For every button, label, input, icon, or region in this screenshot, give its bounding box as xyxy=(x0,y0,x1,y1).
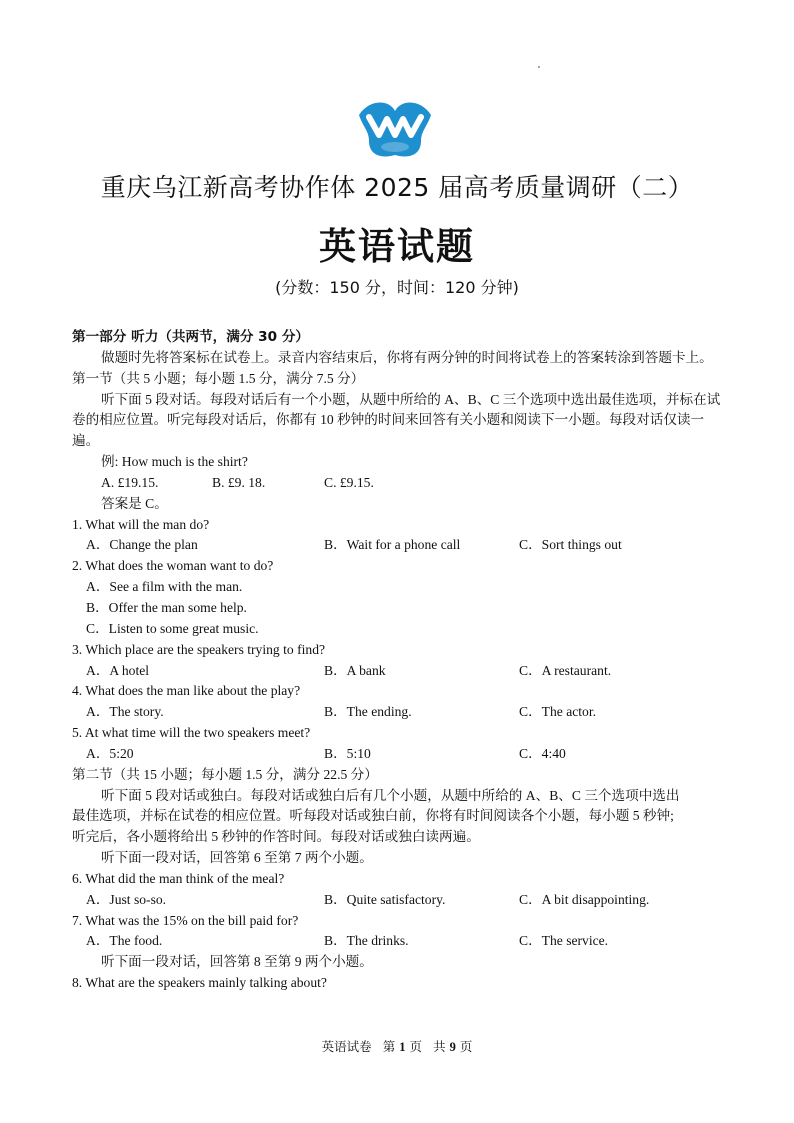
option-c: C．A bit disappointing. xyxy=(519,891,650,907)
option-c: C．A restaurant. xyxy=(519,662,612,678)
example-option-c: C. £9.15. xyxy=(324,474,374,490)
question-3-options xyxy=(72,661,722,682)
exam-content xyxy=(72,327,722,994)
option-b: B．5:10 xyxy=(324,745,371,761)
question-2: 2. What does the woman want to do? xyxy=(72,558,274,574)
option-c: C．The service. xyxy=(519,933,609,949)
section2-instructions-3: 听完后，各小题将给出 5 秒钟的作答时间。每段对话或独白读两遍。 xyxy=(72,829,480,845)
logo-icon xyxy=(355,101,435,161)
question-4-options xyxy=(72,702,722,723)
section1-instructions: 听下面 5 段对话。每段对话后有一个小题，从题中所给的 A、B、C 三个选项中选出最佳选项，并标在试卷的相应位置。听完每段对话后，你都有 10 秒钟的时间来回答有关小题和阅读下一小题。每段对话仅读一遍。 xyxy=(72,391,721,449)
section1-heading: 第一节（共 5 小题；每小题 1.5 分，满分 7.5 分） xyxy=(72,370,365,386)
group1-intro: 听下面一段对话，回答第 6 至第 7 两个小题。 xyxy=(101,850,373,866)
section2-instructions-1: 听下面 5 段对话或独白。每段对话或独白后有几个小题，从题中所给的 A、B、C 三个选项中选出 xyxy=(101,787,680,803)
section2-heading: 第二节（共 15 小题；每小题 1.5 分，满分 22.5 分） xyxy=(72,766,378,782)
footer-total-label: 共 xyxy=(433,1040,446,1054)
option-b: B．The drinks. xyxy=(324,933,409,949)
option-a: A．The story. xyxy=(86,704,164,720)
page-footer xyxy=(0,1037,794,1055)
group2-intro: 听下面一段对话，回答第 8 至第 9 两个小题。 xyxy=(101,954,373,970)
example-options xyxy=(72,473,722,494)
option-a: A．Just so-so. xyxy=(86,891,167,907)
part1-instructions: 做题时先将答案标在试卷上。录音内容结束后，你将有两分钟的时间将试卷上的答案转涂到答题卡上。 xyxy=(101,349,713,365)
section2-instructions-2: 最佳选项，并标在试卷的相应位置。听每段对话或独白前，你将有时间阅读各个小题，每小题 5 秒钟; xyxy=(72,808,674,824)
question-1: 1. What will the man do? xyxy=(72,516,210,532)
question-6-options xyxy=(72,890,722,911)
option-b: B．The ending. xyxy=(324,704,412,720)
option-c: C．Sort things out xyxy=(519,537,622,553)
example-option-a: A. £19.15. xyxy=(101,474,159,490)
question-4: 4. What does the man like about the play? xyxy=(72,683,301,699)
subject-title: 英语试题 xyxy=(319,225,475,268)
question-5-options xyxy=(72,744,722,765)
option-b: B．Quite satisfactory. xyxy=(324,891,446,907)
footer-total-unit: 页 xyxy=(459,1040,473,1054)
option-b: B．Wait for a phone call xyxy=(324,537,461,553)
option-c: C．4:40 xyxy=(519,745,566,761)
question-8: 8. What are the speakers mainly talking about? xyxy=(72,975,327,991)
option-a: A．A hotel xyxy=(86,662,150,678)
example-question: 例: How much is the shirt? xyxy=(101,454,248,470)
option-a: A．See a film with the man. xyxy=(86,579,243,595)
score-time: (分数：150 分，时间：120 分钟) xyxy=(275,278,519,297)
option-b: B．Offer the man some help. xyxy=(86,599,247,615)
footer-subject: 英语试卷 xyxy=(321,1040,372,1054)
footer-total-number: 9 xyxy=(449,1040,456,1054)
footer-page-unit: 页 xyxy=(409,1040,422,1054)
question-3: 3. Which place are the speakers trying to find? xyxy=(72,641,326,657)
scan-speck xyxy=(538,66,540,68)
option-a: A．The food. xyxy=(86,933,163,949)
option-c: C．Listen to some great music. xyxy=(86,620,259,636)
footer-page-label: 第 xyxy=(382,1040,396,1054)
example-answer: 答案是 C。 xyxy=(101,495,168,511)
question-7: 7. What was the 15% on the bill paid for? xyxy=(72,912,299,928)
question-5: 5. At what time will the two speakers meet? xyxy=(72,725,311,741)
option-b: B．A bank xyxy=(324,662,386,678)
option-c: C．The actor. xyxy=(519,704,597,720)
footer-page-number: 1 xyxy=(399,1040,406,1054)
question-1-options xyxy=(72,535,722,556)
question-7-options xyxy=(72,931,722,952)
part1-heading: 第一部分 听力（共两节，满分 30 分） xyxy=(72,329,310,345)
exam-title: 重庆乌江新高考协作体 2025 届高考质量调研（二） xyxy=(100,173,694,202)
example-option-b: B. £9. 18. xyxy=(212,474,266,490)
question-6: 6. What did the man think of the meal? xyxy=(72,870,285,886)
option-a: A．Change the plan xyxy=(86,537,198,553)
option-a: A．5:20 xyxy=(86,745,134,761)
